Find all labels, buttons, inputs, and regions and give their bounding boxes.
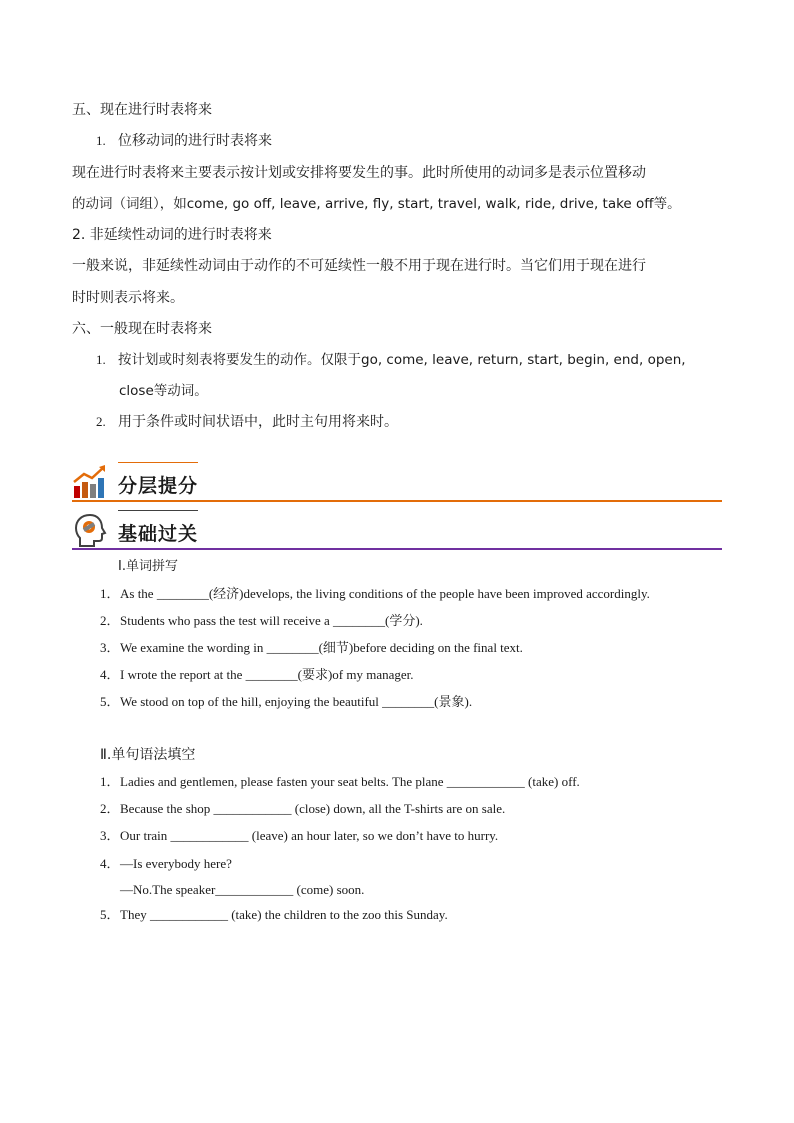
layered-banner xyxy=(72,462,722,502)
banner-top-rule xyxy=(118,462,198,463)
list-text: 位移动词的进行时表将来 xyxy=(118,133,272,149)
banner-title: 分层提分 xyxy=(118,475,199,497)
exercise-item-answer-line: —No.The speaker____________ (come) soon. xyxy=(120,882,365,897)
exercise-item: 3．Our train ____________ (leave) an hour later, so we don’t have to hurry. xyxy=(100,828,499,843)
head-gear-icon xyxy=(72,512,108,548)
orange-underline xyxy=(72,500,722,502)
list-number: 1. xyxy=(96,133,106,148)
list-number: 2. xyxy=(96,414,106,429)
part-2-heading: Ⅱ.单句语法填空 xyxy=(100,747,196,763)
section-6-title: 六、一般现在时表将来 xyxy=(72,321,212,337)
section-5-title: 五、现在进行时表将来 xyxy=(72,102,212,118)
paragraph-line: 时时则表示将来。 xyxy=(72,290,184,306)
section-5-item-1 xyxy=(96,131,722,151)
banner-title: 基础过关 xyxy=(118,523,199,545)
basic-banner xyxy=(72,510,722,550)
part-1-heading: Ⅰ.单词拼写 xyxy=(118,559,178,574)
bar-chart-growth-icon xyxy=(72,464,108,500)
exercise-item: 5．They ____________ (take) the children to the zoo this Sunday. xyxy=(100,907,448,922)
paragraph-line: 现在进行时表将来主要表示按计划或安排将要发生的事。此时所使用的动词多是表示位置移动 xyxy=(72,165,646,181)
exercise-item: 2．Because the shop ____________ (close) down, all the T-shirts are on sale. xyxy=(100,801,506,816)
list-text: 用于条件或时间状语中，此时主句用将来时。 xyxy=(118,414,398,430)
paragraph-line: 一般来说，非延续性动词由于动作的不可延续性一般不用于现在进行时。当它们用于现在进行 xyxy=(72,258,646,274)
purple-underline xyxy=(72,548,722,550)
exercise-item: 1．As the ________(经济)develops, the living conditions of the people have been improved accordingly. xyxy=(100,586,650,601)
exercise-item: 2．Students who pass the test will receive a ________(学分). xyxy=(100,613,423,628)
list-text-continued: close等动词。 xyxy=(119,383,208,399)
exercise-item: 5．We stood on top of the hill, enjoying the beautiful ________(景象). xyxy=(100,694,473,709)
section-6-item-1 xyxy=(96,350,722,370)
section-5-item-2: 2. 非延续性动词的进行时表将来 xyxy=(72,227,272,243)
exercise-item: 4．I wrote the report at the ________(要求)of my manager. xyxy=(100,667,414,682)
paragraph-line: 的动词（词组），如come, go off, leave, arrive, fly, start, travel, walk, ride, drive, take off等。 xyxy=(72,196,681,212)
section-6-item-2 xyxy=(96,412,722,432)
banner-top-rule xyxy=(118,510,198,511)
list-number: 1. xyxy=(96,352,106,367)
exercise-item: 1．Ladies and gentlemen, please fasten your seat belts. The plane ____________ (take) off. xyxy=(100,774,580,789)
list-text: 按计划或时刻表将要发生的动作。仅限于go, come, leave, return, start, begin, end, open, xyxy=(118,352,686,368)
exercise-item: 4．—Is everybody here? xyxy=(100,856,232,871)
exercise-item: 3．We examine the wording in ________(细节)before deciding on the final text. xyxy=(100,640,523,655)
